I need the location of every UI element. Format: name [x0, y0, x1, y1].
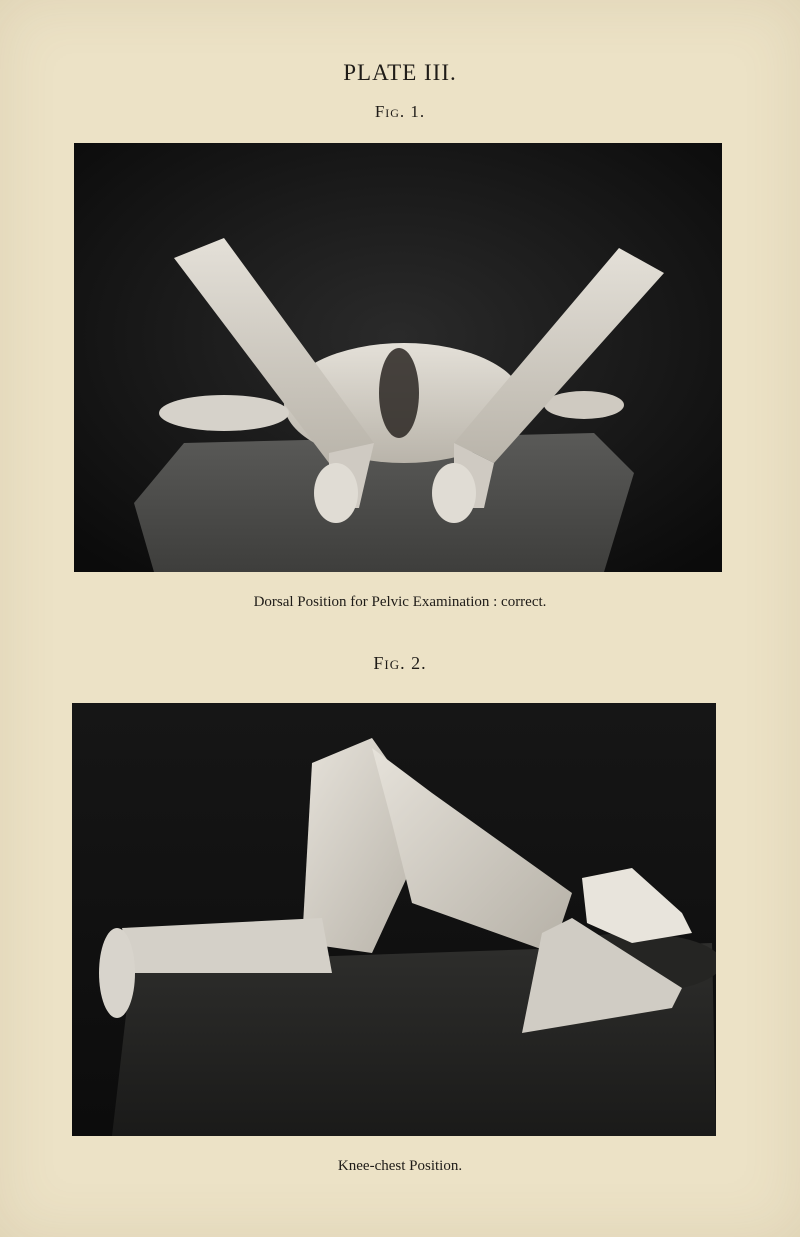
dorsal-position-photo-illustration	[74, 143, 722, 572]
figure-1-caption: Dorsal Position for Pelvic Examination : correct.	[253, 594, 547, 610]
figure-1-photograph	[74, 143, 722, 572]
plate-title: PLATE III.	[343, 60, 457, 85]
figure-2-caption: Knee-chest Position.	[337, 1158, 463, 1174]
figure-2-photograph	[72, 703, 716, 1136]
figure-1-label: Fig. 1.	[374, 102, 426, 121]
figure-2-label: Fig. 2.	[373, 653, 427, 673]
knee-chest-position-photo-illustration	[72, 703, 716, 1136]
